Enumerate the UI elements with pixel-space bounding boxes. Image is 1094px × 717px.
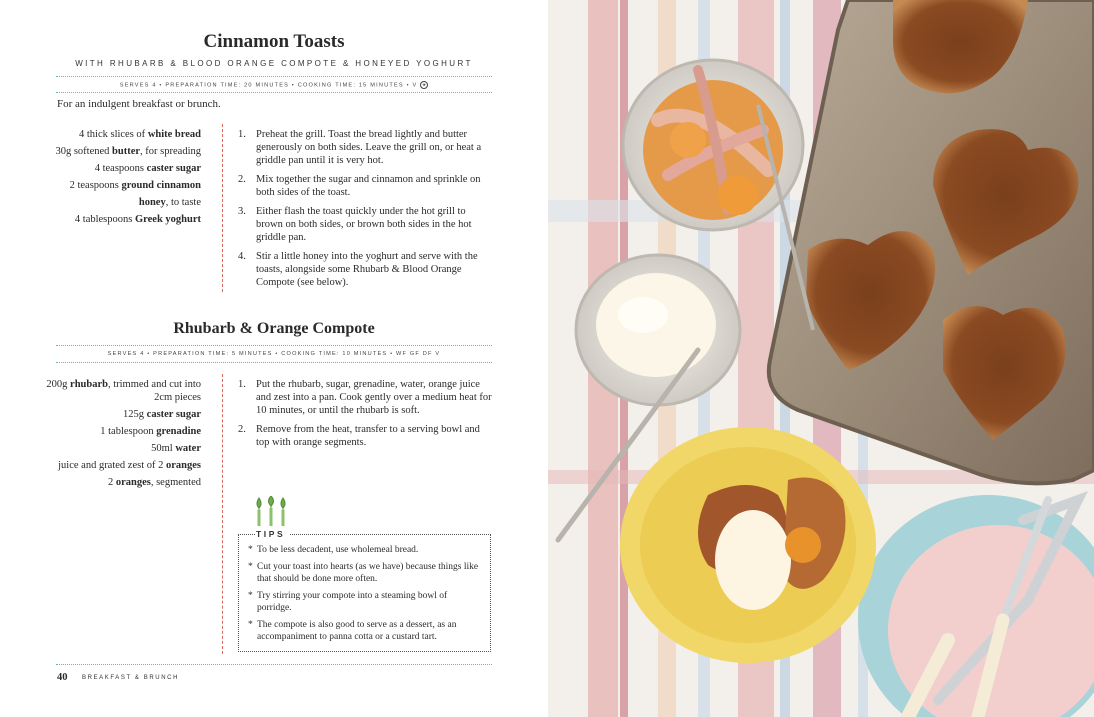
step-number: 4. <box>238 251 246 262</box>
divider <box>56 345 492 346</box>
step-number: 2. <box>238 174 246 185</box>
step-text: Remove from the heat, transfer to a serving bowl and top with orange segments. <box>256 424 480 448</box>
ingredient-item: 1 tablespoon grenadine <box>100 426 201 437</box>
ingredient-item: 125g caster sugar <box>123 409 201 420</box>
step-number: 3. <box>238 206 246 217</box>
ingredient-item: 30g softened butter, for spreading <box>55 146 201 157</box>
method-steps <box>238 128 493 295</box>
recipe-title: Cinnamon Toasts <box>203 31 345 52</box>
step-number: 2. <box>238 424 246 435</box>
step-text: Put the rhubarb, sugar, grenadine, water, orange juice and zest into a pan. Cook gently over a medium heat for 10 minutes, or until the rhubarb is soft. <box>256 379 492 416</box>
step-text: Stir a little honey into the yoghurt and serve with the toasts, alongside some Rhubarb & Blood Orange Compote (see below). <box>256 251 478 288</box>
divider <box>56 362 492 363</box>
meta-text: SERVES 4 • PREPARATION TIME: 20 MINUTES • COOKING TIME: 15 MINUTES • V <box>119 82 418 89</box>
tip-item: * Try stirring your compote into a steaming bowl of porridge. <box>248 591 448 613</box>
recipe-meta <box>0 81 548 89</box>
recipe-subtitle: WITH RHUBARB & BLOOD ORANGE COMPOTE & HONEYED YOGHURT <box>75 59 473 68</box>
tip-item: * The compote is also good to serve as a dessert, as an accompaniment to panna cotta or a custard tart. <box>248 620 457 642</box>
ingredient-item: 4 thick slices of white bread <box>78 129 201 140</box>
divider <box>56 664 492 665</box>
method-step <box>238 173 493 199</box>
tips-box <box>238 534 491 652</box>
method-step <box>238 250 493 289</box>
method-step <box>238 128 493 167</box>
rhubarb-stalks-icon <box>253 496 291 526</box>
ingredient-item: 2 teaspoons ground cinnamon <box>69 180 201 191</box>
column-divider <box>222 374 223 654</box>
step-number: 1. <box>238 129 246 140</box>
column-divider <box>222 124 223 292</box>
divider <box>56 76 492 77</box>
method-step <box>238 205 493 244</box>
food-photo <box>548 0 1094 717</box>
ingredient-item: 4 teaspoons caster sugar <box>94 163 201 174</box>
tip-item: * To be less decadent, use wholemeal bread. <box>248 545 419 555</box>
divider <box>56 92 492 93</box>
vegetarian-icon: ❀ <box>420 81 428 89</box>
ingredient-item: 4 tablespoons Greek yoghurt <box>74 214 201 225</box>
ingredient-item: honey, to taste <box>138 197 201 208</box>
ingredients-list <box>31 128 201 230</box>
step-text: Either flash the toast quickly under the hot grill to brown on both sides, or brown both sides in the hot griddle pan. <box>256 206 472 243</box>
step-text: Preheat the grill. Toast the bread lightly and butter generously on both sides. Leave the grill on, or heat a griddle pan until it is very hot. <box>256 129 482 166</box>
ingredient-item: 50ml water <box>151 443 201 454</box>
tips-label: TIPS <box>256 529 289 539</box>
step-number: 1. <box>238 379 246 390</box>
ingredient-item: juice and grated zest of 2 oranges <box>58 460 201 471</box>
recipe-intro: For an indulgent breakfast or brunch. <box>57 98 221 110</box>
method-step <box>238 378 493 417</box>
recipe-title: Rhubarb & Orange Compote <box>173 320 375 337</box>
page-number: 40 <box>57 672 68 683</box>
method-steps <box>238 378 493 455</box>
tip-item: * Cut your toast into hearts (as we have) because things like that should be done more often. <box>248 562 479 584</box>
ingredient-item: 200g rhubarb, trimmed and cut into 2cm pieces <box>46 379 201 403</box>
ingredients-list <box>31 378 201 493</box>
step-text: Mix together the sugar and cinnamon and sprinkle on both sides of the toast. <box>256 174 481 198</box>
ingredient-item: 2 oranges, segmented <box>107 477 201 488</box>
recipe-meta: SERVES 4 • PREPARATION TIME: 5 MINUTES • COOKING TIME: 10 MINUTES • WF GF DF V <box>107 351 441 357</box>
section-name: BREAKFAST & BRUNCH <box>82 675 180 681</box>
food-photo-illustration <box>548 0 1094 717</box>
method-step <box>238 423 493 449</box>
